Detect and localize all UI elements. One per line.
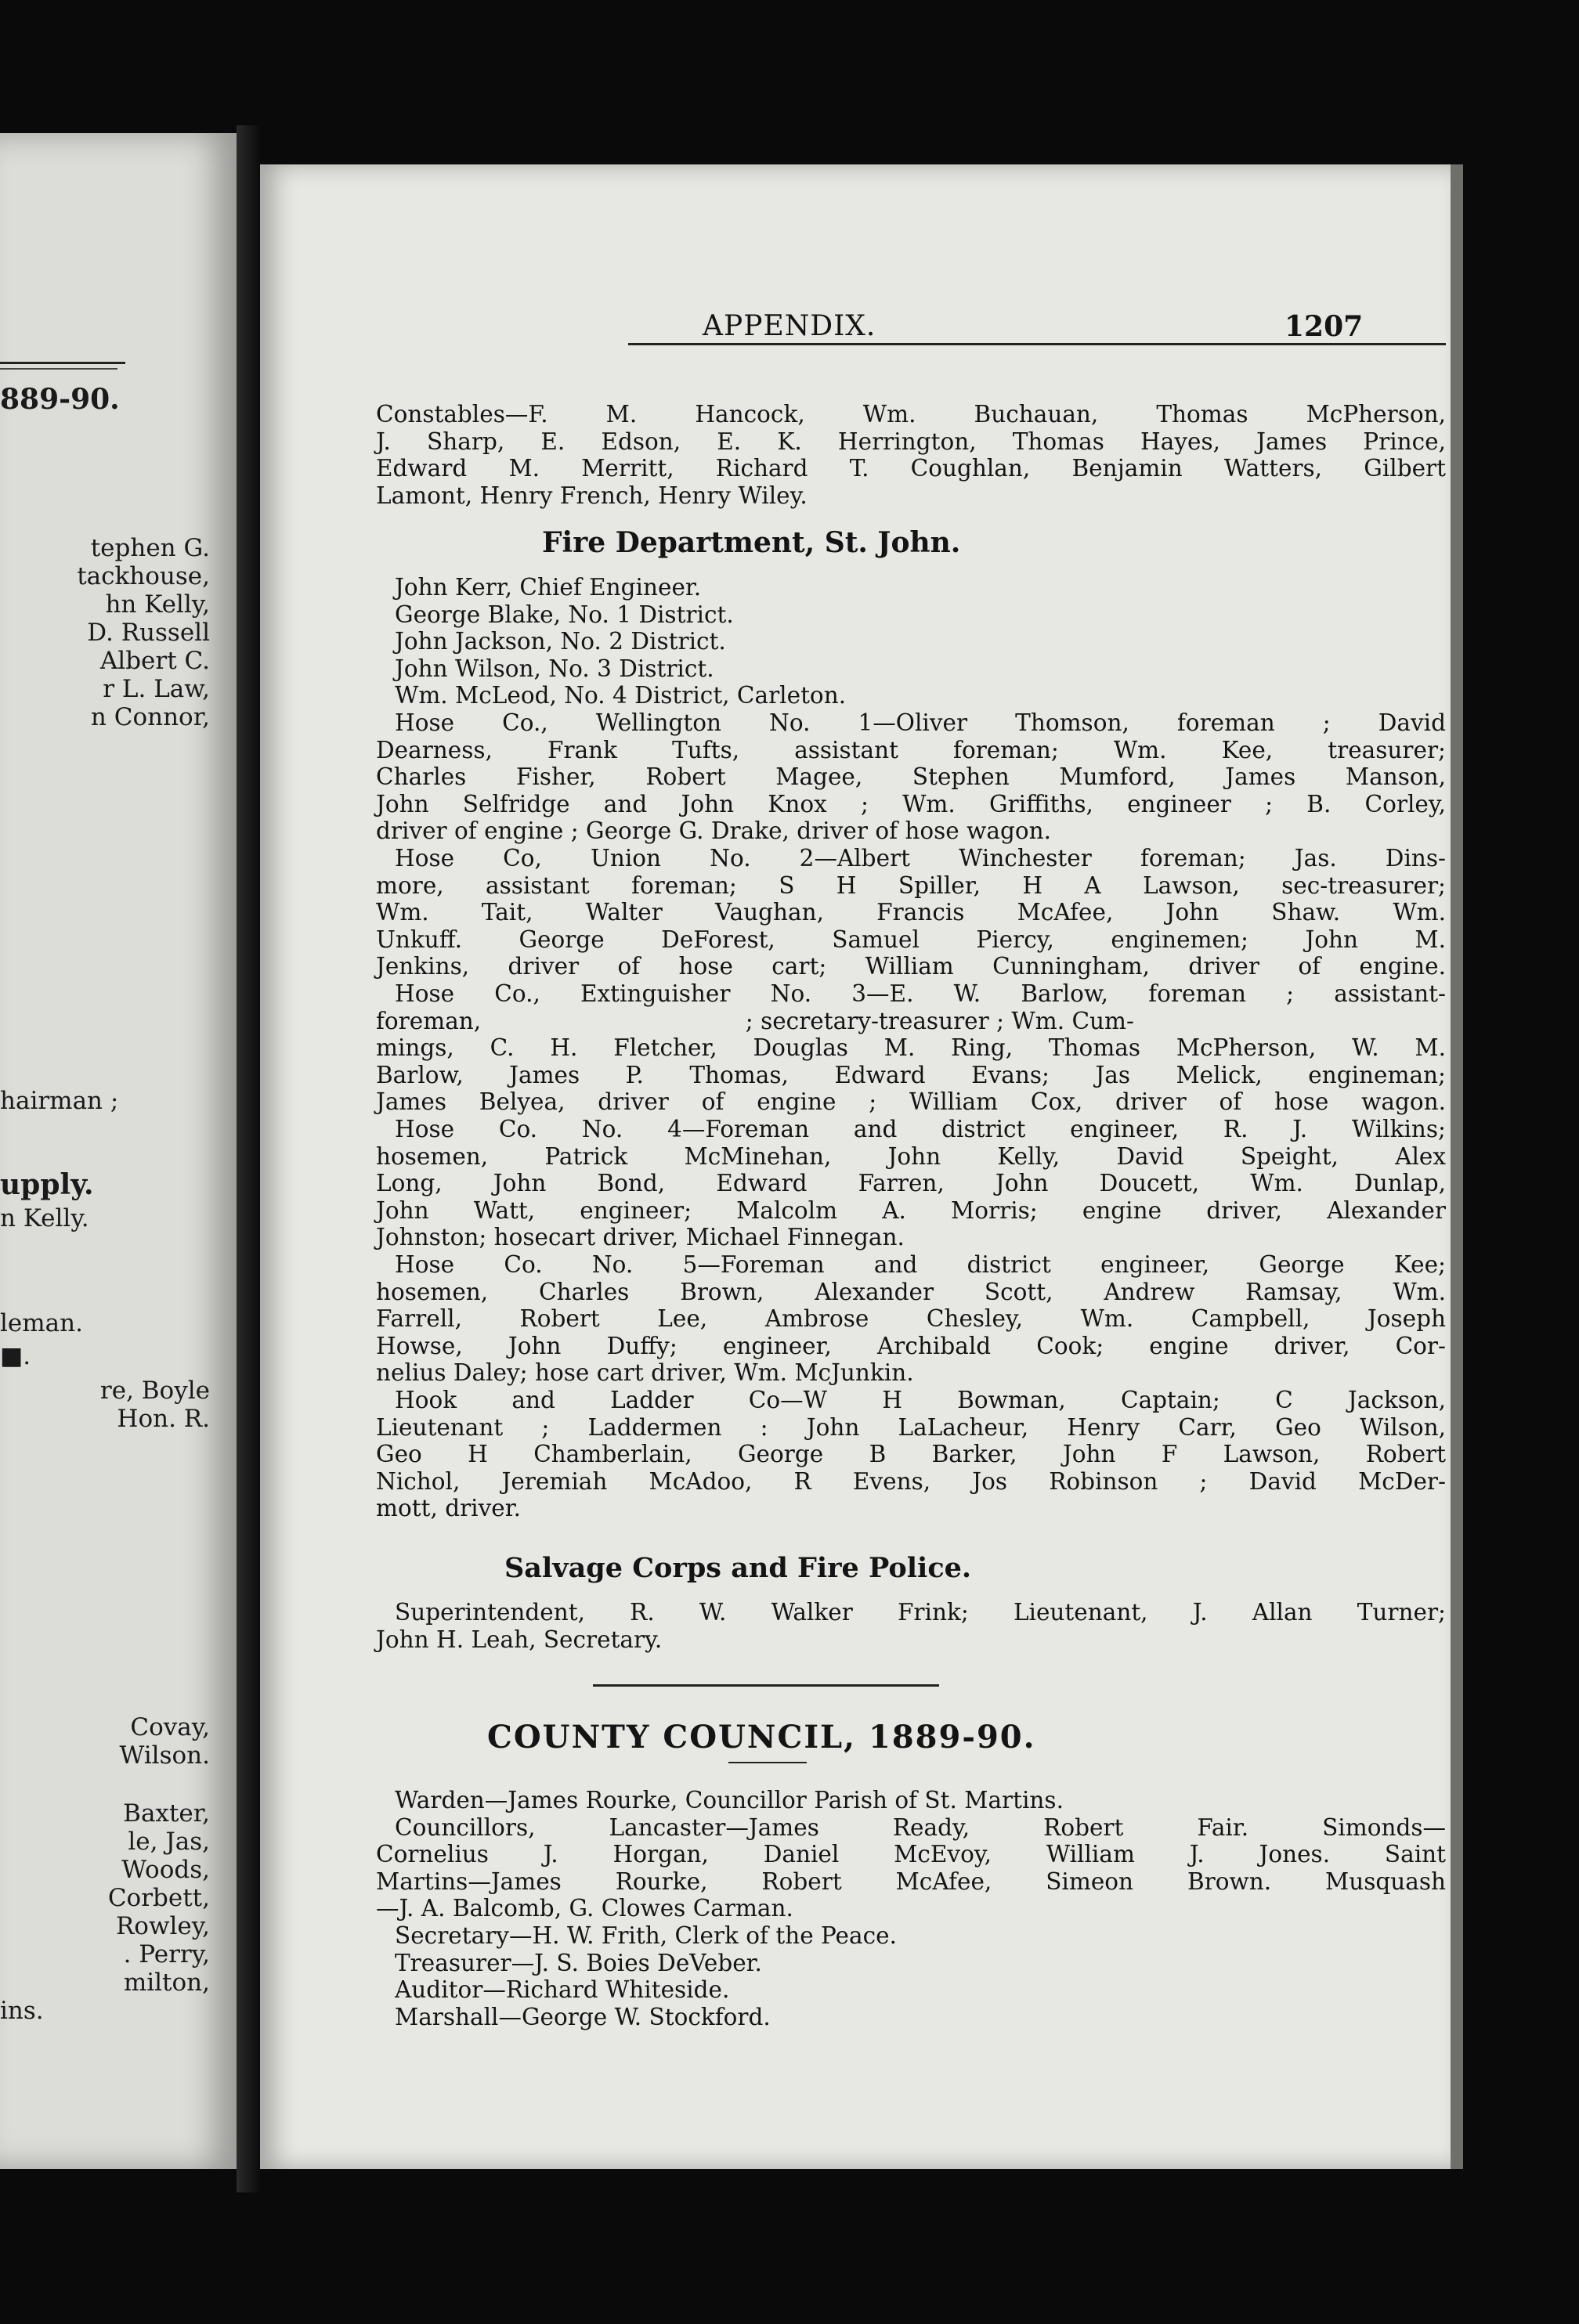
county-council-heading: COUNTY COUNCIL, 1889-90. — [487, 1719, 1036, 1756]
company-line: Hose Co., Extinguisher No. 3—E. W. Barlow, foreman ; assistant- — [395, 980, 1446, 1007]
left-page-line: tephen G. — [90, 534, 210, 562]
left-page-line: Wilson. — [119, 1741, 210, 1770]
left-page-line: D. Russell — [87, 619, 210, 647]
constables-line: Lamont, Henry French, Henry Wiley. — [376, 482, 808, 509]
fire-department-heading: Fire Department, St. John. — [542, 526, 961, 559]
council-line: —J. A. Balcomb, G. Clowes Carman. — [376, 1895, 793, 1922]
council-line: Treasurer—J. S. Boies DeVeber. — [395, 1950, 762, 1976]
salvage-line: John H. Leah, Secretary. — [376, 1626, 663, 1653]
company-line: Unkuff. George DeForest, Samuel Piercy, enginemen; John M. — [376, 926, 1446, 953]
left-page-line: ins. — [0, 1997, 44, 2025]
left-page-rule-secondary — [0, 368, 117, 370]
constables-line: Edward M. Merritt, Richard T. Coughlan, Benjamin Watters, Gilbert — [376, 455, 1446, 482]
officer-line: Wm. McLeod, No. 4 District, Carleton. — [395, 682, 847, 709]
header-rule — [628, 343, 1446, 345]
left-facing-page — [0, 133, 241, 2169]
left-page-line: tackhouse, — [77, 562, 210, 590]
left-page-line: Covay, — [130, 1713, 210, 1741]
left-page-line: Rowley, — [115, 1912, 210, 1940]
council-line: Warden—James Rourke, Councillor Parish of St. Martins. — [395, 1787, 1064, 1813]
company-line: more, assistant foreman; S H Spiller, H A Lawson, sec-treasurer; — [376, 872, 1446, 899]
page-number: 1207 — [1285, 310, 1364, 343]
left-page-rule — [0, 362, 125, 364]
left-page-line: n Connor, — [90, 703, 210, 731]
council-line: Marshall—George W. Stockford. — [395, 2004, 771, 2030]
section-divider — [593, 1684, 939, 1687]
company-line: Hose Co. No. 5—Foreman and district engineer, George Kee; — [395, 1251, 1446, 1278]
running-title: APPENDIX. — [703, 310, 876, 342]
officer-line: John Jackson, No. 2 District. — [395, 628, 726, 655]
left-page-line: hn Kelly, — [105, 590, 210, 619]
left-page-line: Baxter, — [123, 1799, 210, 1828]
left-page-line: milton, — [123, 1969, 210, 1997]
company-line: hosemen, Charles Brown, Alexander Scott, Andrew Ramsay, Wm. — [376, 1279, 1446, 1305]
left-page-line: n Kelly. — [0, 1204, 89, 1232]
company-line: Hose Co., Wellington No. 1—Oliver Thomson, foreman ; David — [395, 709, 1446, 736]
company-line: Farrell, Robert Lee, Ambrose Chesley, Wm. Campbell, Joseph — [376, 1305, 1446, 1332]
company-line: Nichol, Jeremiah McAdoo, R Evens, Jos Robinson ; David McDer- — [376, 1468, 1446, 1495]
company-line: Johnston; hosecart driver, Michael Finnegan. — [376, 1224, 905, 1250]
left-page-line: Albert C. — [99, 647, 210, 675]
council-line: Cornelius J. Horgan, Daniel McEvoy, William J. Jones. Saint — [376, 1841, 1446, 1868]
company-line: Lieutenant ; Laddermen : John LaLacheur, Henry Carr, Geo Wilson, — [376, 1414, 1446, 1441]
council-line: Auditor—Richard Whiteside. — [395, 1976, 730, 2003]
left-page-line: re, Boyle — [99, 1377, 210, 1405]
company-line: John Selfridge and John Knox ; Wm. Griffiths, engineer ; B. Corley, — [376, 791, 1446, 817]
left-page-line: leman. — [0, 1309, 83, 1337]
company-line: Long, John Bond, Edward Farren, John Doucett, Wm. Dunlap, — [376, 1170, 1446, 1196]
company-line: Geo H Chamberlain, George B Barker, John F Lawson, Robert — [376, 1441, 1446, 1467]
company-line: James Belyea, driver of engine ; William Cox, driver of hose wagon. — [376, 1088, 1446, 1115]
left-page-line: . Perry, — [123, 1940, 210, 1969]
left-page-line: r L. Law, — [103, 675, 210, 703]
company-line: Hose Co, Union No. 2—Albert Winchester foreman; Jas. Dins- — [395, 845, 1446, 872]
officer-line: George Blake, No. 1 District. — [395, 601, 734, 628]
company-line: mott, driver. — [376, 1495, 521, 1521]
left-page-line: le, Jas, — [128, 1828, 210, 1856]
company-line: hosemen, Patrick McMinehan, John Kelly, David Speight, Alex — [376, 1143, 1446, 1170]
constables-line: J. Sharp, E. Edson, E. K. Herrington, Thomas Hayes, James Prince, — [376, 428, 1446, 455]
book-gutter — [237, 125, 260, 2192]
company-line: Hose Co. No. 4—Foreman and district engineer, R. J. Wilkins; — [395, 1116, 1446, 1142]
page-1207 — [260, 164, 1463, 2169]
left-page-line: ■. — [0, 1342, 31, 1370]
company-line: Howse, John Duffy; engineer, Archibald Cook; engine driver, Cor- — [376, 1333, 1446, 1359]
salvage-corps-heading: Salvage Corps and Fire Police. — [504, 1552, 972, 1584]
company-line: mings, C. H. Fletcher, Douglas M. Ring, Thomas McPherson, W. M. — [376, 1034, 1446, 1061]
constables-line: Constables—F. M. Hancock, Wm. Buchauan, Thomas McPherson, — [376, 401, 1446, 428]
company-line: Hook and Ladder Co—W H Bowman, Captain; C Jackson, — [395, 1387, 1446, 1413]
officer-line: John Kerr, Chief Engineer. — [395, 574, 702, 601]
company-line: Jenkins, driver of hose cart; William Cunningham, driver of engine. — [376, 953, 1446, 980]
officer-line: John Wilson, No. 3 District. — [395, 655, 714, 682]
company-line: nelius Daley; hose cart driver, Wm. McJunkin. — [376, 1359, 914, 1386]
council-line: Secretary—H. W. Frith, Clerk of the Peace. — [395, 1922, 897, 1949]
company-line: John Watt, engineer; Malcolm A. Morris; engine driver, Alexander — [376, 1197, 1446, 1224]
left-page-heading-fragment: 889-90. — [0, 383, 120, 416]
heading-underline — [728, 1762, 807, 1763]
left-page-line: hairman ; — [0, 1087, 119, 1115]
company-line: Charles Fisher, Robert Magee, Stephen Mumford, James Manson, — [376, 763, 1446, 790]
left-page-supply-heading: upply. — [0, 1168, 94, 1201]
company-line: Wm. Tait, Walter Vaughan, Francis McAfee, John Shaw. Wm. — [376, 899, 1446, 926]
company-line: driver of engine ; George G. Drake, driver of hose wagon. — [376, 817, 1051, 844]
company-line: foreman, ; secretary-treasurer ; Wm. Cum- — [376, 1008, 1134, 1034]
left-page-line: Corbett, — [107, 1884, 210, 1912]
council-line: Martins—James Rourke, Robert McAfee, Simeon Brown. Musquash — [376, 1868, 1446, 1895]
left-page-line: Hon. R. — [117, 1405, 210, 1433]
council-line: Councillors, Lancaster—James Ready, Robert Fair. Simonds— — [395, 1814, 1446, 1841]
left-page-line: Woods, — [121, 1856, 210, 1884]
salvage-line: Superintendent, R. W. Walker Frink; Lieutenant, J. Allan Turner; — [395, 1599, 1446, 1626]
company-line: Barlow, James P. Thomas, Edward Evans; Jas Melick, engineman; — [376, 1062, 1446, 1088]
company-line: Dearness, Frank Tufts, assistant foreman; Wm. Kee, treasurer; — [376, 737, 1446, 763]
